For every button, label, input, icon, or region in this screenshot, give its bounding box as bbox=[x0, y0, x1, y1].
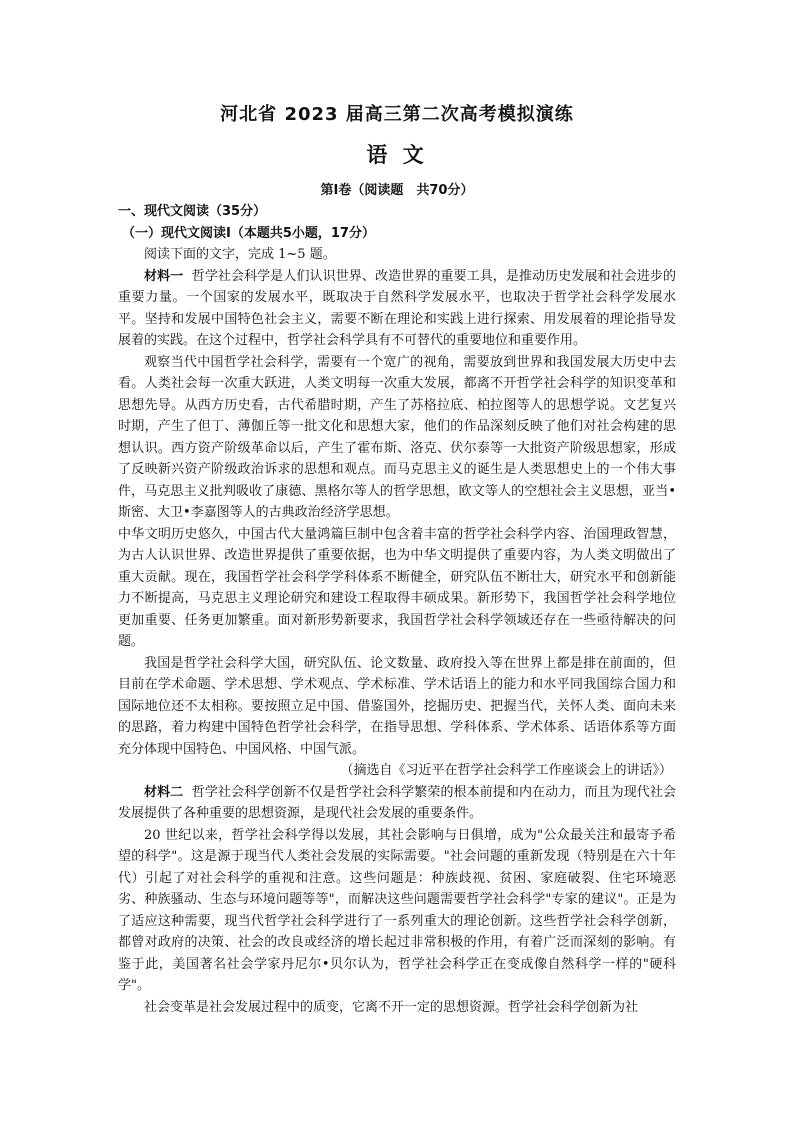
exam-title: 河北省 2023 届高三第二次高考模拟演练 bbox=[220, 104, 574, 125]
material1-p1-text: 哲学社会科学是人们认识世界、改造世界的重要工具，是推动历史发展和社会进步的重要力量。一个国家的发展水平，既取决于自然科学发展水平，也取决于哲学社会科学发展水平。坚持和发展中国特色社会主义，需要不断在理论和实践上进行探索、用发展着的理论指导发展着的实践。在这个过程中，哲学社会科学具有不可替代的重要地位和重要作用。 bbox=[118, 268, 676, 348]
material2-p1-text: 哲学社会科学创新不仅是哲学社会科学繁荣的根本前提和内在动力，而且为现代社会发展提供了各种重要的思想资源，是现代社会发展的重要条件。 bbox=[118, 784, 676, 821]
material2-paragraph-2: 20 世纪以来，哲学社会科学得以发展，其社会影响与日俱增，成为"公众最关注和最寄予希望的科学"。这是源于现当代人类社会发展的实际需要。"社会问题的重新发现（特别是在六十年代）引起了对社会科学的重视和注意。这些问题是：种族歧视、贫困、家庭破裂、住宅环境恶劣、种族骚动、生态与环境问题等等"，而解决这些问题需要哲学社会科学"专家的建议"。正是为了适应这种需要，现当代哲学社会科学进行了一系列重大的理论创新。这些哲学社会科学创新，都曾对政府的决策、社会的改良或经济的增长起过非常积极的作用，有着广泛而深刻的影响。有鉴于此，美国著名社会学家丹尼尔•贝尔认为，哲学社会科学正在变成像自然科学一样的"硬科学"。 bbox=[118, 827, 676, 993]
material1-paragraph-4: 我国是哲学社会科学大国，研究队伍、论文数量、政府投入等在世界上都是排在前面的，但目前在学术命题、学术思想、学术观点、学术标准、学术话语上的能力和水平同我国综合国力和国际地位还不太相称。要按照立足中国、借鉴国外，挖掘历史、把握当代，关怀人类、面向未来的思路，着力构建中国特色哲学社会科学，在指导思想、学科体系、学术体系、话语体系等方面充分体现中国特色、中国风格、中国气派。 bbox=[118, 655, 676, 757]
material1-source: （摘选自《习近平在哲学社会科学工作座谈会上的讲话》） bbox=[340, 763, 672, 778]
material1-paragraph-2: 观察当代中国哲学社会科学，需要有一个宽广的视角，需要放到世界和我国发展大历史中去看。人类社会每一次重大跃进，人类文明每一次重大发展，都离不开哲学社会科学的知识变革和思想先导。从西方历史看，古代希腊时期，产生了苏格拉底、柏拉图等人的思想学说。文艺复兴时期，产生了但丁、薄伽丘等一批文化和思想大家，他们的作品深刻反映了他们对社会构建的思想认识。西方资产阶级革命以后，产生了霍布斯、洛克、伏尔泰等一大批资产阶级思想家，形成了反映新兴资产阶级政治诉求的思想和观点。而马克思主义的诞生是人类思想史上的一个伟大事件，马克思主义批判吸收了康德、黑格尔等人的哲学思想，欧文等人的空想社会主义思想，亚当•斯密、大卫•李嘉图等人的古典政治经济学思想。 bbox=[118, 354, 676, 520]
instruction-text: 阅读下面的文字，完成 1~5 题。 bbox=[144, 247, 336, 262]
reading-content bbox=[118, 201, 676, 1018]
material2-paragraph-3: 社会变革是社会发展过程中的质变，它离不开一定的思想资源。哲学社会科学创新为社 bbox=[144, 999, 639, 1015]
material2-paragraph-1 bbox=[118, 782, 676, 825]
subject-title: 语 文 bbox=[366, 143, 428, 167]
section-heading: 一、现代文阅读（35分） bbox=[118, 204, 267, 219]
volume-title: 第Ⅰ卷（阅读题 共70分） bbox=[320, 183, 474, 198]
material1-paragraph-3: 中华文明历史悠久，中国古代大量鸿篇巨制中包含着丰富的哲学社会科学内容、治国理政智慧，为古人认识世界、改造世界提供了重要依据，也为中华文明提供了重要内容，为人类文明做出了重大贡献。现在，我国哲学社会科学学科体系不断健全，研究队伍不断壮大，研究水平和创新能力不断提高，马克思主义理论研究和建设工程取得丰硕成果。新形势下，我国哲学社会科学地位更加重要、任务更加繁重。面对新形势新要求，我国哲学社会科学领域还存在一些亟待解决的问题。 bbox=[118, 526, 676, 649]
material1-paragraph-1 bbox=[118, 266, 676, 352]
material1-label: 材料一 bbox=[144, 268, 184, 284]
material2-label: 材料二 bbox=[144, 784, 184, 800]
subsection-heading: （一）现代文阅读Ⅰ（本题共5小题，17分） bbox=[122, 225, 375, 241]
